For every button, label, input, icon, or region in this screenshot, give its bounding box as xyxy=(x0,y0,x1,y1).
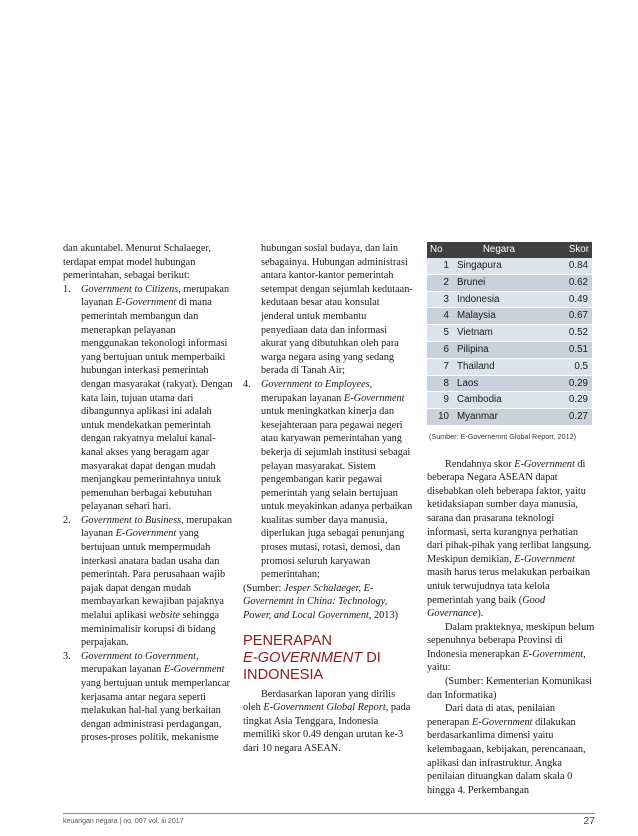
table-row: 9 Cambodia 0.29 xyxy=(427,392,592,409)
footer-publication: keuangan negara | no. 007 vol. iii 2017 xyxy=(63,818,184,825)
paragraph-low-score: Rendahnya skor E-Government di beberapa Negara ASEAN dapat disebabkan oleh beberapa faktor, yaitu ketidaksiapan sumber daya manusia, sarana dan prasarana teknologi informasi, serta kurangnya perhatian dari pihak-pihak yang terlibat langsung. Meskipun demikian, E-Government masih harus terus melakukan perbaikan untuk terwujudnya tata kelola pemerintah yang baik (Good Governance). xyxy=(427,458,592,620)
table-row: 4 Malaysia 0.67 xyxy=(427,308,592,325)
table-row: 6 Pilipina 0.51 xyxy=(427,341,592,358)
page-footer xyxy=(63,813,595,825)
paragraph-practice: Dalam prakteknya, meskipun belum sepenuhnya beberapa Provinsi di Indonesia menerapkan E-Government, yaitu: xyxy=(427,621,595,674)
section-heading: PENERAPAN E-GOVERNMENT DI INDONESIA xyxy=(243,632,381,683)
header-no: No xyxy=(427,242,453,258)
paragraph-source-kominfo: (Sumber: Kementerian Komunikasi dan Informatika) xyxy=(427,676,592,701)
page-number: 27 xyxy=(583,815,595,827)
header-skor: Skor xyxy=(545,242,592,258)
source-citation: (Sumber: Jesper Schalaeger, E-Governemnt in China: Technology, Power, and Local Government, 2013) xyxy=(243,582,399,622)
asean-score-table xyxy=(427,242,592,426)
table-row: 7 Thailand 0.5 xyxy=(427,358,592,375)
intro-paragraph: dan akuntabel. Menurut Schalaeger, terdapat empat model hubungan pemerintahan, sebagai berikut: xyxy=(63,243,211,282)
table-row: 5 Vietnam 0.52 xyxy=(427,325,592,342)
report-paragraph: Berdasarkan laporan yang dirilis oleh E-Government Global Report, pada tingkat Asia Tenggara, Indonesia memiliki skor 0.49 dengan urutan ke-3 dari 10 negara ASEAN. xyxy=(243,688,411,754)
table-row: 8 Laos 0.29 xyxy=(427,375,592,392)
list-item-g2e: 4. Government to Employees, merupakan layanan E-Government untuk meningkatkan kinerja dan kesejahteraan para pegawai negeri atau karyawan pemerintahan yang bekerja di sejumlah institusi sebagai pelayan masyarakat. Sistem pengembangan karir pegawai pemerintah yang selain bertujuan untuk meyakinkan adanya perbaikan kualitas sumber daya manusia, diperlukan juga sebagai penunjang proses mutasi, rotasi, demosi, dan promosi seluruh karyawan pemerintahan; xyxy=(243,378,413,581)
list-item-g2g-continued: hubungan sosial budaya, dan lain sebagainya. Hubungan administrasi antara kantor-kantor pemerintah setempat dengan sejumlah kedutaan-kedutaan besar atau konsulat jenderal untuk membantu penyediaan data dan informasi akurat yang dibutuhkan oleh para warga negara asing yang sedang berada di Tanah Air; xyxy=(261,243,413,377)
table-row: 3 Indonesia 0.49 xyxy=(427,291,592,308)
list-item-g2b: 2. Government to Business, merupakan layanan E-Government yang bertujuan untuk mempermudah interkasi anatara badan usaha dan pemerintah. Para perusahaan wajib pajak dapat dengan mudah membayarkan kewajiban pajaknya melalui aplikasi website sehingga meminimalisir korupsi di bidang perpajakan. xyxy=(63,514,232,649)
table-header-row xyxy=(427,242,592,258)
text-column-2 xyxy=(243,242,415,756)
table-row: 10 Myanmar 0.27 xyxy=(427,409,592,426)
table-row: 1 Singapura 0.84 xyxy=(427,258,592,274)
header-negara: Negara xyxy=(453,242,545,258)
model-list-continued xyxy=(243,378,415,582)
list-item-g2g: 3. Government to Government, merupakan layanan E-Government yang bertujuan untuk memperlancar kerjasama antar negara seperti melakukan hal-hal yang berkaitan dengan administrasi perdagangan, proses-proses politik, mekanisme xyxy=(63,650,230,744)
text-column-1 xyxy=(63,242,233,745)
list-item-g2c: 1. Government to Citizens, merupakan layanan E-Government di mana pemerintah membangun dan menerapkan pelayanan menggunakan tekonologi informasi yang bertujuan untuk memperbaiki hubungan interkasi pemerintah dengan masyarakat (rakyat). Dengan kata lain, tujuan utama dari dibangunnya aplikasi ini adalah untuk mendekatkan pemerintah dengan rakyatnya melalui kanal-kanal akses yang beragam agar masyarakat dapat dengan mudah menjangkau pemerintahnya untuk pemenuhan berbagai kebutuhan pelayanan sehari hari. xyxy=(63,283,233,513)
table-row: 2 Brunei 0.62 xyxy=(427,274,592,291)
paragraph-assessment: Dari data di atas, penilaian penerapan E-Government dilakukan berdasarkanlima dimensi yaitu kelembagaan, kebijakan, perencanaan, aplikasi dan infrastruktur. Angka penilaian dituangkan dalam skala 0 hingga 4. Perkembangan xyxy=(427,703,586,796)
model-list xyxy=(63,283,233,745)
text-column-3 xyxy=(427,242,595,797)
table-source: (Sumber: E-Governemnt Global Report, 2012) xyxy=(429,431,577,441)
